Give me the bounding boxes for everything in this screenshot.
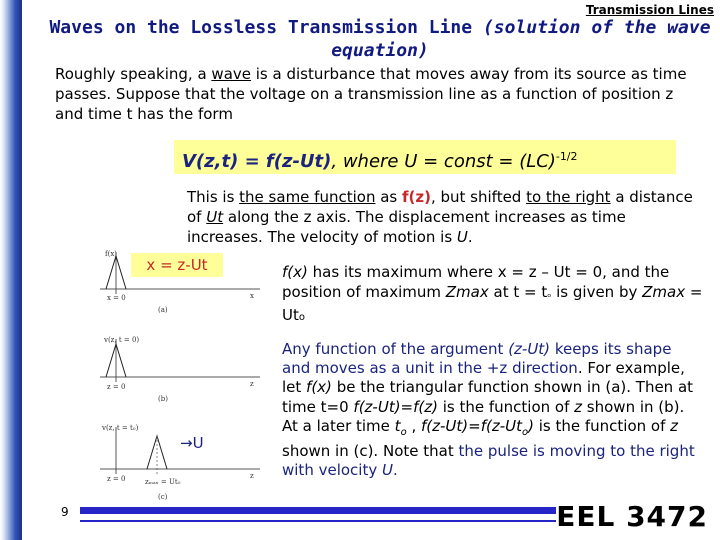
title-sub: (solution of the wave equation) <box>331 17 711 61</box>
p1-text: f(x) <box>282 263 308 281</box>
p2-text: z <box>574 397 583 416</box>
p2-text: shown in (b). At a later time <box>282 397 685 435</box>
velocity-arrow-label: →U <box>180 434 204 452</box>
desc-underline: to the right <box>526 188 611 206</box>
p2-text: U <box>381 461 393 480</box>
desc-text: along the z axis. The displacement increases as time increases. The velocity of motion is <box>187 208 626 246</box>
p2-text: ) <box>528 416 534 435</box>
graph-c-caption: (c) <box>158 493 168 501</box>
p2-text: shown in (c). Note that <box>282 442 459 461</box>
intro-wave-word: wave <box>211 65 251 83</box>
description-paragraph <box>187 187 697 247</box>
equation-main: V(z,t) = f(z-Ut) <box>182 151 332 172</box>
p1-text: Zmax <box>642 283 686 301</box>
function-shape-paragraph <box>282 340 702 480</box>
p2-sub: o <box>400 426 407 438</box>
p2-text: . For example, let <box>282 359 685 397</box>
p2-text: Any function of the argument <box>282 340 509 358</box>
header-tag: Transmission Lines <box>585 3 714 17</box>
p2-text: t <box>394 416 401 435</box>
p2-text: be the triangular function shown in (a). Then at time t=0 <box>282 378 694 416</box>
desc-text: , but shifted <box>430 188 527 206</box>
graph-a-caption: (a) <box>158 306 168 314</box>
p1-sub: o <box>298 312 305 323</box>
x-definition-label: x = z-Ut <box>131 253 223 277</box>
desc-text: a distance of <box>187 188 693 226</box>
graph-c-origin: z = 0 <box>107 475 126 483</box>
graph-b-caption: (b) <box>158 395 168 403</box>
slide-title <box>40 16 720 62</box>
p1-sub: ₒ <box>547 289 552 300</box>
equation-exponent: -1/2 <box>555 150 578 163</box>
intro-paragraph <box>55 64 705 124</box>
desc-fz: f(z) <box>402 188 431 206</box>
p2-sub: o <box>521 426 529 438</box>
desc-text: as <box>375 188 402 206</box>
left-decorative-bar <box>0 0 22 540</box>
p2-text: z <box>670 416 679 435</box>
page-number: 9 <box>61 505 69 519</box>
graph-c-y-label: v(z, t = t₀) <box>102 424 139 432</box>
graph-c-zmax: zₘₐₓ = Ut₀ <box>145 478 181 486</box>
p1-text: = Ut <box>282 283 703 324</box>
graph-a-origin: x = 0 <box>107 294 126 302</box>
desc-underline: Ut <box>206 208 224 226</box>
desc-text: . <box>467 228 473 246</box>
desc-text: This is <box>187 188 240 206</box>
p2-text: (z-Ut) <box>508 340 551 358</box>
p2-text: f(x) <box>306 378 332 397</box>
intro-text-1: Roughly speaking, a <box>55 65 212 83</box>
equation-where: , where U = const = (LC) <box>331 151 556 172</box>
bottom-bar-thin <box>80 520 556 522</box>
maximum-position-paragraph <box>282 262 712 328</box>
graph-a-x-label: x <box>250 292 254 300</box>
p1-text: is given by <box>551 283 643 301</box>
graph-b <box>100 336 260 403</box>
graph-b-origin: z = 0 <box>107 383 126 391</box>
p2-text: f(z-Ut)=f(z-Ut <box>421 416 522 435</box>
p2-text: f(z-Ut)=f(z) <box>353 397 438 416</box>
graph-b-y-label: v(z, t = 0) <box>104 336 140 344</box>
graph-a-y-label: f(x) <box>105 250 118 258</box>
p2-text: , <box>406 416 421 435</box>
bottom-bar <box>80 507 556 514</box>
graph-c-x-label: z <box>250 472 254 480</box>
p1-text: at t = t <box>488 283 548 301</box>
intro-text-2: is a disturbance that moves away from its source as time passes. Suppose that the voltage on a transmission line as a function of position z and time t has the form <box>55 65 687 123</box>
course-code: EEL 3472 <box>556 500 708 533</box>
graph-b-x-label: z <box>250 380 254 388</box>
triangle-pulse-graphs <box>90 244 265 509</box>
p2-text: the pulse is moving to the right with velocity <box>282 442 695 480</box>
p1-text: Zmax <box>445 283 489 301</box>
p2-text: is the function of <box>533 416 671 435</box>
p2-text: . <box>392 461 398 480</box>
p1-text: has its maximum where x = z – Ut = 0, and the position of maximum <box>282 263 670 301</box>
title-main: Waves on the Lossless Transmission Line <box>49 17 473 38</box>
p2-text: is the function of <box>437 397 575 416</box>
equation-box <box>174 140 676 174</box>
desc-velocity: U <box>456 228 468 246</box>
desc-underline: the same function <box>239 188 376 206</box>
p2-text: keeps its shape and moves as a unit in the +z direction <box>282 340 672 378</box>
